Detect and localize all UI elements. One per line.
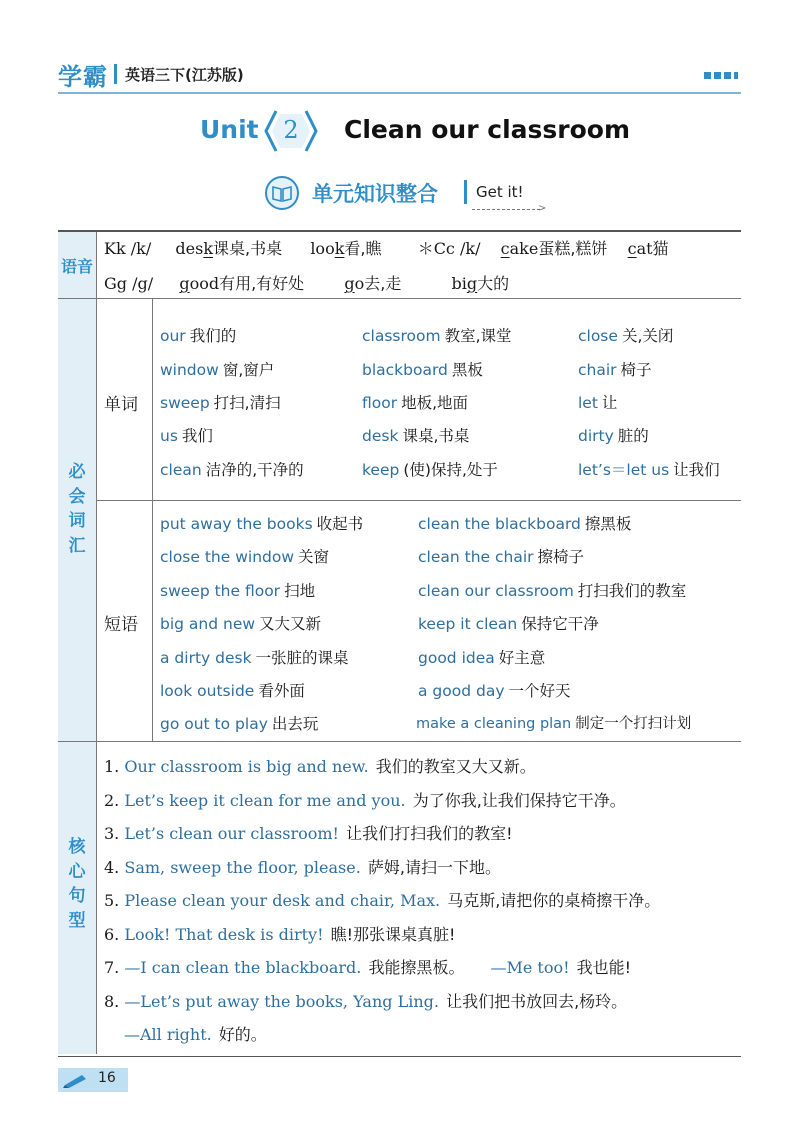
section-title: 单元知识整合 bbox=[312, 182, 438, 206]
phonics-label: 语音 bbox=[60, 257, 93, 276]
vocab-phrase: make a cleaning plan 制定一个打扫计划 bbox=[416, 716, 692, 732]
vocab-word: chair 椅子 bbox=[578, 361, 652, 379]
phonics-word: cake蛋糕,糕饼 bbox=[500, 239, 608, 258]
vocab-word: classroom 教室,课堂 bbox=[362, 327, 512, 345]
phonics-word: big大的 bbox=[451, 274, 510, 293]
section-dashed-line bbox=[472, 209, 540, 210]
subcategory-divider bbox=[152, 298, 153, 741]
phonics-row-1 bbox=[104, 236, 669, 259]
vocab-label bbox=[58, 460, 96, 559]
phonics-row-2 bbox=[104, 271, 509, 294]
vocab-phrase: look outside 看外面 bbox=[160, 682, 305, 700]
vocab-phrase: a dirty desk 一张脏的课桌 bbox=[160, 649, 349, 667]
vocab-word: keep (使)保持,处于 bbox=[362, 461, 498, 479]
header-divider bbox=[58, 92, 741, 94]
vocab-word: clean 洁净的,干净的 bbox=[160, 461, 304, 479]
brand-separator bbox=[114, 64, 117, 84]
vocab-word: our 我们的 bbox=[160, 327, 237, 345]
vocab-phrase: put away the books 收起书 bbox=[160, 515, 364, 533]
sentences-label bbox=[58, 835, 96, 934]
sentence-2: 2. Let’s keep it clean for me and you. 为了你我,让我们保持它干净。 bbox=[104, 791, 626, 810]
phonics-word: go去,走 bbox=[344, 274, 402, 293]
phonics-letter-c: ＊Cc /k/ bbox=[417, 239, 481, 258]
vocab-word: blackboard 黑板 bbox=[362, 361, 483, 379]
vocab-word: window 窗,窗户 bbox=[160, 361, 275, 379]
vocab-phrase: clean our classroom 打扫我们的教室 bbox=[418, 582, 687, 600]
sentence-3: 3. Let’s clean our classroom! 让我们打扫我们的教室! bbox=[104, 824, 513, 843]
vocab-word: dirty 脏的 bbox=[578, 427, 649, 445]
vocab-word: us 我们 bbox=[160, 427, 213, 445]
phonics-word: cat猫 bbox=[627, 239, 669, 258]
row-divider-vocab bbox=[58, 741, 741, 742]
page-number: 16 bbox=[98, 1070, 116, 1086]
vocab-word: close 关,关闭 bbox=[578, 327, 674, 345]
vocab-phrase: keep it clean 保持它干净 bbox=[418, 615, 599, 633]
row-divider-words bbox=[96, 500, 741, 501]
vocab-word: sweep 打扫,清扫 bbox=[160, 394, 281, 412]
phonics-word: desk课桌,书桌 bbox=[175, 239, 283, 258]
unit-label: Unit bbox=[200, 115, 259, 144]
sentences-label-text: 核心句型 bbox=[68, 837, 86, 931]
category-divider bbox=[96, 232, 97, 1054]
book-title: 英语三下(江苏版) bbox=[125, 65, 244, 84]
phonics-letter-g: Gg /g/ bbox=[104, 274, 154, 293]
vocab-phrase: clean the blackboard 擦黑板 bbox=[418, 515, 632, 533]
vocab-phrase: close the window 关窗 bbox=[160, 548, 330, 566]
phrases-label: 短语 bbox=[104, 615, 138, 635]
unit-title: Clean our classroom bbox=[344, 115, 630, 144]
phonics-word: good有用,有好处 bbox=[179, 274, 305, 293]
book-icon bbox=[264, 175, 300, 211]
header-dots-decoration bbox=[704, 72, 738, 79]
brand-logo: 学霸 bbox=[58, 62, 108, 91]
unit-number: 2 bbox=[283, 116, 299, 144]
sentence-6: 6. Look! That desk is dirty! 瞧!那张课桌真脏! bbox=[104, 925, 456, 944]
phonics-word: look看,瞧 bbox=[310, 239, 382, 258]
words-label: 单词 bbox=[104, 395, 138, 415]
vocab-phrase: go out to play 出去玩 bbox=[160, 715, 319, 733]
phonics-letter-k: Kk /k/ bbox=[104, 239, 152, 258]
vocab-phrase: good idea 好主意 bbox=[418, 649, 546, 667]
sentence-4: 4. Sam, sweep the floor, please. 萨姆,请扫一下地。 bbox=[104, 858, 501, 877]
sentence-1: 1. Our classroom is big and new. 我们的教室又大又新。 bbox=[104, 757, 536, 776]
sentence-7: 7. —I can clean the blackboard. 我能擦黑板。 —Me too! 我也能! bbox=[104, 958, 632, 977]
vocab-phrase: big and new 又大又新 bbox=[160, 615, 322, 633]
brand-header bbox=[58, 58, 244, 90]
sentence-8: 8. —Let’s put away the books, Yang Ling. 让我们把书放回去,杨玲。 bbox=[104, 992, 628, 1011]
arrow-right-icon: > bbox=[538, 203, 547, 214]
pen-icon bbox=[62, 1072, 90, 1088]
section-title-bar bbox=[464, 180, 467, 204]
sentence-8-reply: —All right. 好的。 bbox=[124, 1025, 267, 1044]
row-divider-phonics bbox=[58, 298, 741, 299]
vocab-phrase: a good day 一个好天 bbox=[418, 682, 571, 700]
sentence-5: 5. Please clean your desk and chair, Max. 马克斯,请把你的桌椅擦干净。 bbox=[104, 891, 661, 910]
vocab-word: floor 地板,地面 bbox=[362, 394, 469, 412]
section-subtitle: Get it! bbox=[476, 183, 524, 201]
vocab-phrase: sweep the floor 扫地 bbox=[160, 582, 316, 600]
vocab-phrase: clean the chair 擦椅子 bbox=[418, 548, 585, 566]
vocab-word: let 让 bbox=[578, 394, 618, 412]
vocab-word: let’s＝let us 让我们 bbox=[578, 461, 720, 479]
vocab-word: desk 课桌,书桌 bbox=[362, 427, 470, 445]
vocab-label-text: 必会词汇 bbox=[68, 462, 86, 556]
